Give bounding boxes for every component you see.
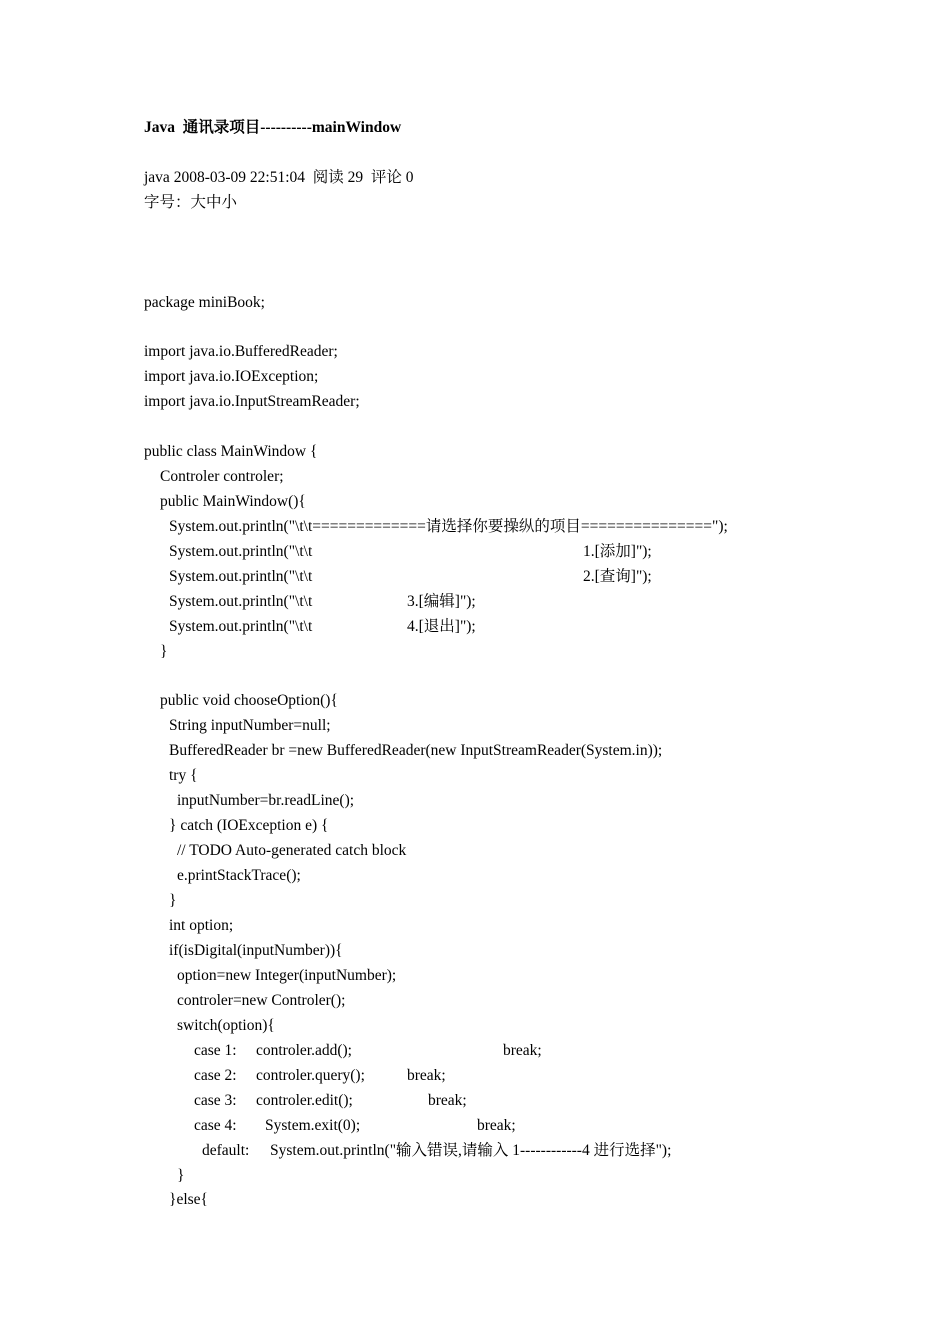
code-line: System.out.println("\t\t=============请选择你要操纵的项目==============="); <box>169 518 728 535</box>
code-line: import java.io.InputStreamReader; <box>144 393 360 410</box>
code-line: controler=new Controler(); <box>177 992 346 1009</box>
code-line: package miniBook; <box>144 294 265 311</box>
code-line: 3.[编辑]"); <box>407 593 476 610</box>
code-line: case 2: <box>194 1067 237 1084</box>
code-line: controler.query(); <box>256 1067 365 1084</box>
code-line: } <box>169 892 177 909</box>
code-line: String inputNumber=null; <box>169 717 331 734</box>
code-line: System.out.println("\t\t <box>169 568 313 585</box>
code-line: option=new Integer(inputNumber); <box>177 967 397 984</box>
code-line: controler.edit(); <box>256 1092 353 1109</box>
code-line: case 3: <box>194 1092 237 1109</box>
code-line: case 1: <box>194 1042 237 1059</box>
code-line: } catch (IOException e) { <box>169 817 329 834</box>
code-line: inputNumber=br.readLine(); <box>177 792 355 809</box>
code-line: } <box>160 643 168 660</box>
code-line: }else{ <box>169 1191 208 1208</box>
article-meta: java 2008-03-09 22:51:04 阅读 29 评论 0 <box>144 169 414 186</box>
code-line: System.exit(0); <box>265 1117 361 1134</box>
code-line: try { <box>169 767 198 784</box>
code-line: if(isDigital(inputNumber)){ <box>169 942 343 959</box>
code-line: } <box>177 1167 185 1184</box>
code-line: import java.io.BufferedReader; <box>144 343 338 360</box>
code-line: case 4: <box>194 1117 237 1134</box>
code-line: System.out.println("输入错误,请输入 1------------4 进行选择"); <box>270 1142 672 1159</box>
code-line: public MainWindow(){ <box>160 493 306 510</box>
code-line: 1.[添加]"); <box>583 543 652 560</box>
code-line: 4.[退出]"); <box>407 618 476 635</box>
code-line: 2.[查询]"); <box>583 568 652 585</box>
code-line: int option; <box>169 917 234 934</box>
code-line: System.out.println("\t\t <box>169 618 313 635</box>
code-line: BufferedReader br =new BufferedReader(new InputStreamReader(System.in)); <box>169 742 663 759</box>
code-line: controler.add(); <box>256 1042 352 1059</box>
code-line: default: <box>202 1142 250 1159</box>
code-line: System.out.println("\t\t <box>169 543 313 560</box>
code-line: public class MainWindow { <box>144 443 318 460</box>
code-line: e.printStackTrace(); <box>177 867 301 884</box>
code-line: break; <box>503 1042 542 1059</box>
code-line: switch(option){ <box>177 1017 275 1034</box>
article-title: Java 通讯录项目----------mainWindow <box>144 119 402 136</box>
code-line: break; <box>407 1067 446 1084</box>
code-line: import java.io.IOException; <box>144 368 319 385</box>
code-line: // TODO Auto-generated catch block <box>177 842 407 859</box>
code-line: break; <box>428 1092 467 1109</box>
code-line: break; <box>477 1117 516 1134</box>
code-line: public void chooseOption(){ <box>160 692 338 709</box>
code-line: System.out.println("\t\t <box>169 593 313 610</box>
font-size-selector: 字号：大中小 <box>144 194 238 211</box>
code-line: Controler controler; <box>160 468 284 485</box>
